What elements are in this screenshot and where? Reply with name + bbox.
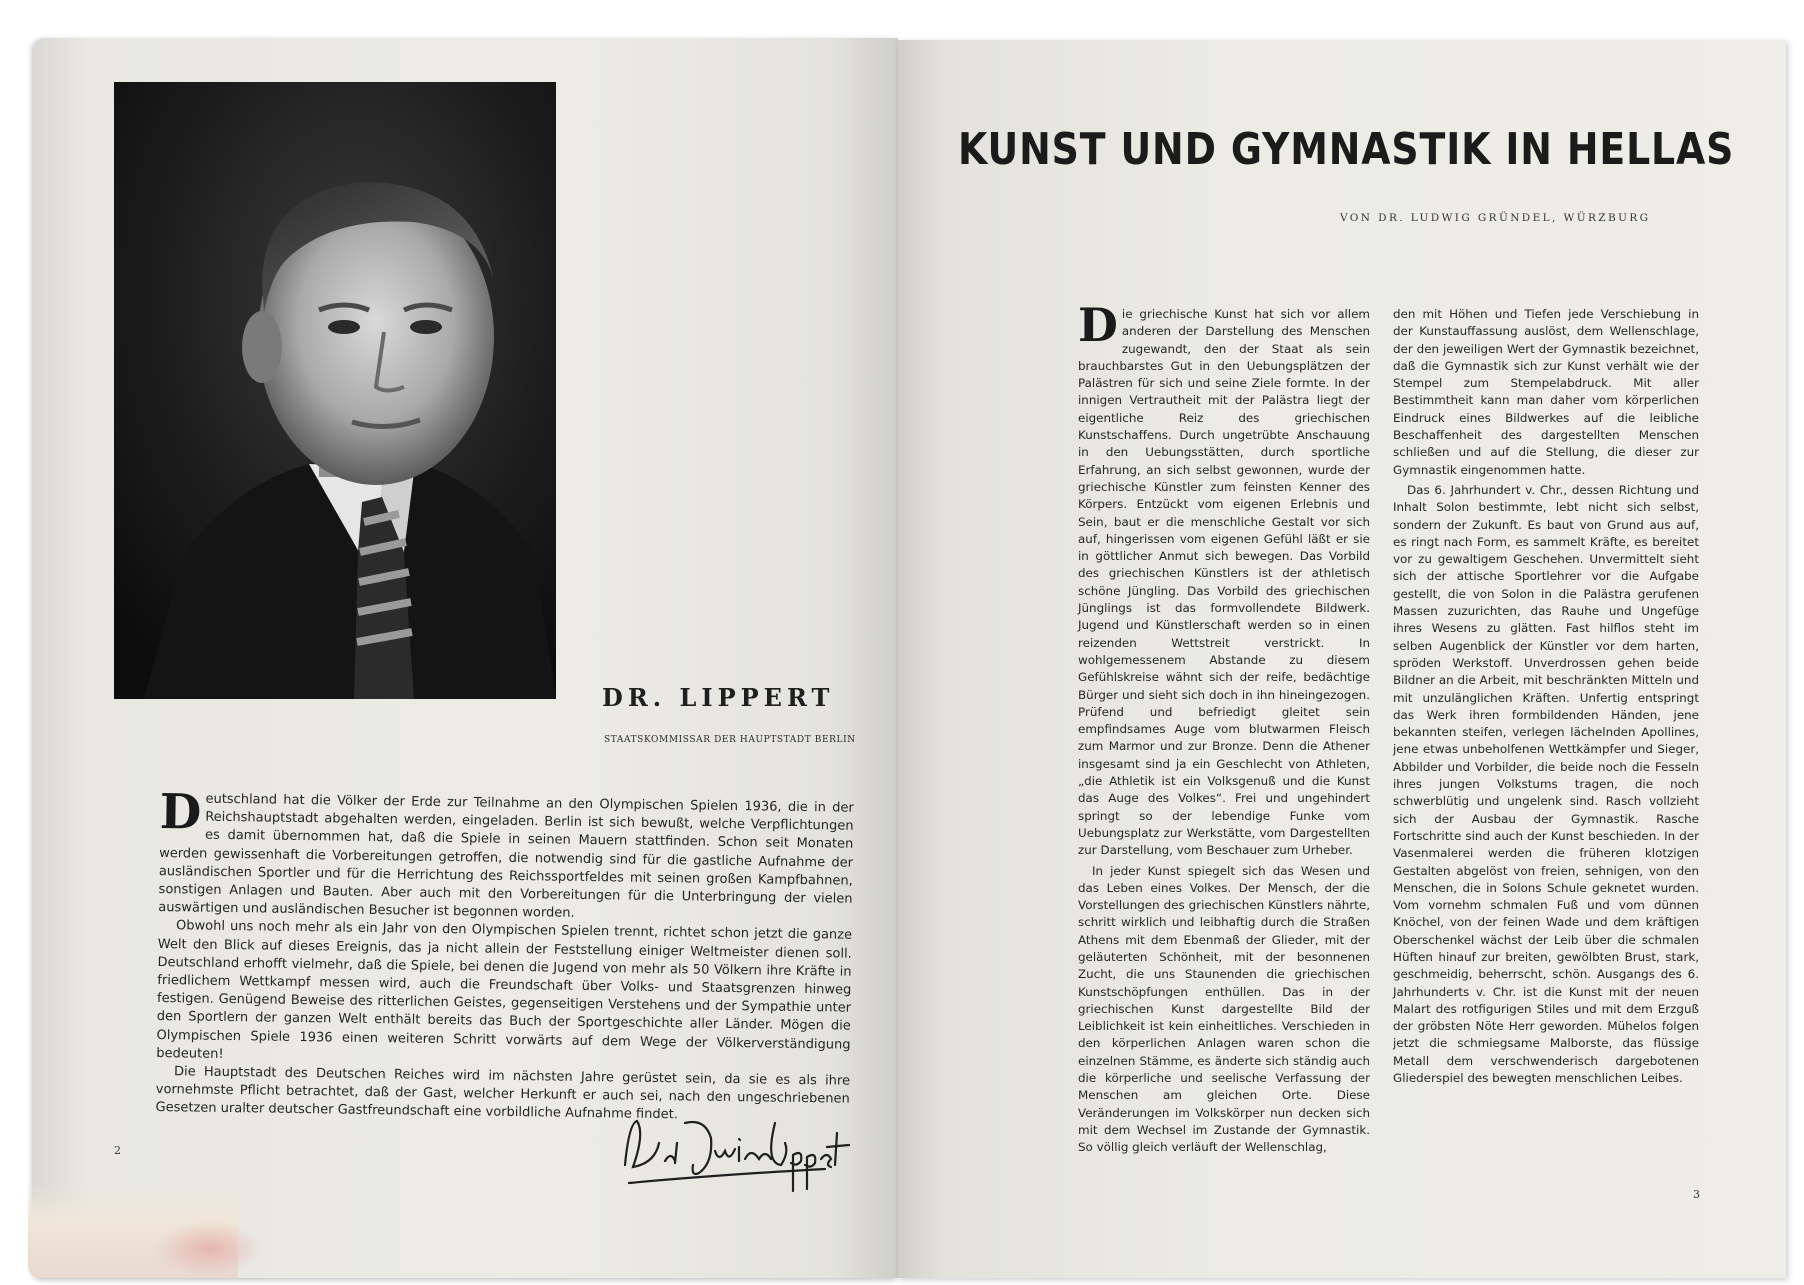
caption-name: DR. LIPPERT bbox=[602, 683, 835, 712]
portrait-image bbox=[114, 82, 556, 699]
text-column-1 bbox=[1078, 298, 1370, 1157]
article-byline: VON DR. LUDWIG GRÜNDEL, WÜRZBURG bbox=[1340, 212, 1651, 224]
paragraph: Die Hauptstadt des Deutschen Reiches wird im nächsten Jahre gerüstet sein, da sie es als ihre vornehmste Pflicht betrachtet, daß der Gast, welcher Herkunft er auch sei, nach den ungeschriebenen Gesetzen uralter deutscher Gastfreundschaft eine vorbildliche Aufnahme findet. bbox=[155, 1064, 851, 1123]
signature-image bbox=[615, 1103, 855, 1203]
portrait-photo bbox=[114, 82, 556, 699]
paragraph: Das 6. Jahrhundert v. Chr., dessen Richtung und Inhalt Solon bestimmte, lebt nicht sich selbst, sondern der Zukunft. Es baut von Grund aus auf, es ringt nach Form, es sammelt Kräfte, es bereitet vor zu gewaltigem Geschehen. Unvermittelt sieht sich der attische Sportlehrer vor die Aufgabe gestellt, die von Solon in die Palästra gerufenen Massen zuzurichten, das Rauhe und Ungefüge ihres Wesens zu glätten. Fast hilflos steht im selben Augenblick der Künstler vor dem harten, spröden Werkstoff. Unverdrossen gehen beide Bildner an die Arbeit, mit beschränkten Mitteln und mit unzulänglichen Kräften. Unfertig entspringt das Werk ihren formbildenden Händen, jene bekannten steifen, verlegen lächelnden Apollines, jene etwas unbeholfenen Wettkämpfer und Sieger, Abbilder und Vorbilder, die beide noch die Fesseln ihres jungen Volkstums tragen, die noch schwerblütig und ungelenk sind. Rasch vollzieht sich der Ausbau der Gymnastik. Rasche Fortschritte sind auch der Kunst beschieden. In der Vasenmalerei werden die früheren klotzigen Gestalten abgelöst von freien, sehnigen, von den Menschen, die in Solons Schule geknetet wurden. Vom vornehm schmalen Fuß und vom dünnen Knöchel, von der feinen Wade und dem kräftigen Oberschenkel wächst der Leib über die schmalen Hüften hinauf zur breiten, gewölbten Brust, stark, geschmeidig, beherrscht, schön. Ausgangs des 6. Jahrhunderts v. Chr. ist die Kunst mit der neuen Malart des rotfigurigen Stiles und mit dem Erzguß der gröbsten Nöte Herr geworden. Mühelos folgen jetzt die schmiegsame Malborste, das flüssige Metall dem verschwenderisch dargebotenen Gliederspiel des bewegten menschlichen Leibes. bbox=[1393, 482, 1699, 1086]
drop-cap: D bbox=[1078, 298, 1118, 352]
left-article-text bbox=[155, 784, 854, 1127]
paragraph: ie griechische Kunst hat sich vor allem anderen der Darstellung des Menschen zugewandt, den der Staat als sein brauchbarstes Gut in den Uebungsplätzen der Palästren für sich und seine Ziele formte. In der innigen Vertrautheit mit der Palästra liegt der eigentliche Reiz des griechischen Kunstschaffens. Durch ungetrübte Anschauung in den Uebungsstätten, durch sportliche Erfahrung, an sich selbst gewonnen, wurde der griechische Künstler zum feinsten Kenner des Körpers. Entzückt vom eigenen Erlebnis und Sein, baut er die menschliche Gestalt vor sich auf, hingerissen vom eigenen Gefühl läßt er sie in göttlicher Anmut sich bewegen. Das Vorbild des griechischen Künstlers ist der athletisch schöne Jüngling. Das Vorbild des griechischen Jünglings ist das formvollendete Bildwerk. Jugend und Künstlerschaft werden so in einen reizenden Wettstreit verstrickt. In wohlgemessenem Abstande zu diesem Gefühlskreise wähnt sich der reife, bedächtige Bürger und sieht sich doch in ihn hineingezogen. Prüfend und befriedigt gleitet sein empfindsames Auge vom blutwarmen Fleisch zum Marmor und zur Bronze. Denn die Athener insgesamt sind ja ein Geschlecht von Athleten, „die Athletik ist ein Volksgenuß und die Kunst das Auge des Volkes“. Frei und ungehindert springt so der lebendige Funke vom Uebungsplatz zur Werkstätte, vom Dargestellten zur Darstellung, vom Beschauer zum Urheber. bbox=[1078, 307, 1370, 858]
article-headline: KUNST UND GYMNASTIK IN HELLAS bbox=[958, 124, 1735, 175]
page-number: 3 bbox=[1693, 1188, 1700, 1201]
paragraph: den mit Höhen und Tiefen jede Verschiebung in der Kunstauffassung auslöst, dem Wellenschlage, der den jeweiligen Wert der Gymnastik bezeichnet, daß die Gymnastik sich zur Kunst verhält wie der Stempel zum Stempelabdruck. Mit aller Bestimmtheit kann man daher vom körperlichen Eindruck eines Bildwerkes auf die leibliche Beschaffenheit des dargestellten Menschen schließen und auf die Stellung, die dieser zur Gymnastik eingenommen hatte. bbox=[1393, 307, 1699, 477]
paragraph: In jeder Kunst spiegelt sich das Wesen und das Leben eines Volkes. Der Mensch, der die Vorstellungen des griechischen Künstlers nährte, schritt wirklich und leibhaftig durch die Straßen Athens mit dem Ebenmaß der Glieder, mit der geläuterten Schönheit, mit der besonnenen Zucht, die uns Staunenden die griechischen Kunstschöpfungen enthüllen. Das in der griechischen Kunst dargestellte Bild der Leiblichkeit ist kein einheitliches. Verschieden in den körperlichen Anlagen waren schon die einzelnen Stämme, es änderte sich ständig auch die körperliche und seelische Verfassung der Menschen am gleichen Orte. Diese Veränderungen im Volkskörper nun decken sich mit dem Wechsel im Zustande der Gymnastik. So völlig gleich verläuft der Wellenschlag, bbox=[1078, 863, 1370, 1155]
caption-title: STAATSKOMMISSAR DER HAUPTSTADT BERLIN bbox=[604, 735, 856, 745]
page-number: 2 bbox=[114, 1144, 121, 1157]
text-column-2 bbox=[1393, 306, 1699, 1087]
drop-cap: D bbox=[159, 784, 202, 841]
paragraph: eutschland hat die Völker der Erde zur Teilnahme an den Olympischen Spielen 1936, die in der Reichshauptstadt abgehalten werden, eingeladen. Berlin ist sich bewußt, welche Verpflichtungen es damit übernommen hat, daß die Spiele in seinen Mauern stattfinden. Schon seit Monaten werden gewissenhaft die Vorbereitungen getroffen, die notwendig sind für die gastliche Aufnahme der ausländischen Sportler und für die Herrichtung des Reichssportfeldes mit seinen großen Kampfbahnen, sonstigen Anlagen und Bauten. Aber auch mit den Vorbereitungen für die Unterbringung der vielen auswärtigen und ausländischen Besucher ist begonnen worden. bbox=[158, 791, 854, 922]
paragraph: Obwohl uns noch mehr als ein Jahr von den Olympischen Spielen trennt, richtet schon jetzt die ganze Welt den Blick auf dieses Ereignis, das ja nicht allein der Feststellung einiger Weltmeister dienen soll. Deutschland erhofft vielmehr, daß die Spiele, bei denen die Jugend von mehr als 50 Völkern ihre Kräfte in friedlichem Wettkampf messen wird, auch die Freundschaft über Volks- und Staatsgrenzen hinweg festigen. Genügend Beweise des ritterlichen Geistes, gegenseitigen Verstehens und der Sympathie unter den Sportlern der ganzen Welt enthält bereits das Buch der Sportgeschichte aller Länder. Mögen die Olympischen Spiele 1936 einen weiteren Schritt vorwärts auf dem Wege der Völkerverständigung bedeuten! bbox=[156, 918, 853, 1062]
